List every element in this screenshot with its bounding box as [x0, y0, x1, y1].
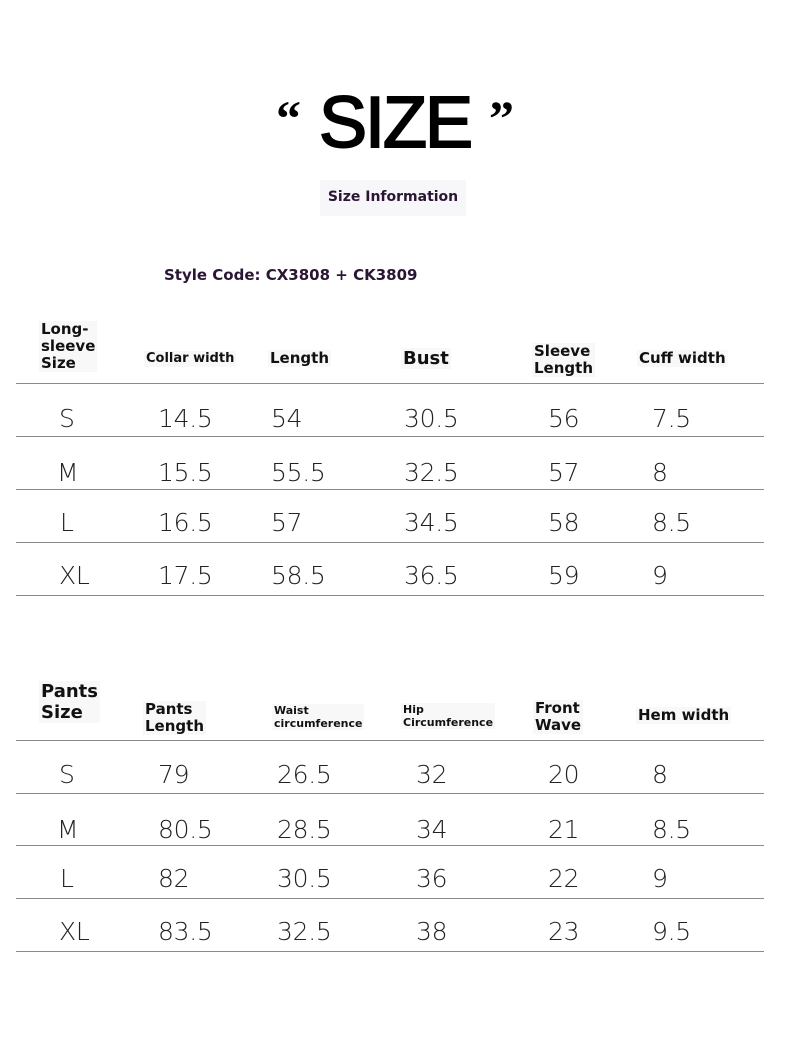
pants-size-cell: S	[59, 760, 75, 789]
page-title	[0, 78, 790, 163]
tops-sleeve-cell: 57	[548, 458, 580, 487]
tops-sleeve-cell: 58	[548, 508, 580, 537]
tops-cuff-cell: 8.5	[652, 508, 691, 537]
pants-hip-cell: 36	[416, 864, 448, 893]
tops-collar-cell: 17.5	[158, 561, 213, 590]
tops-cuff-cell: 9	[652, 561, 668, 590]
pants-hip-cell: 38	[416, 917, 448, 946]
pants-header-divider	[16, 740, 764, 741]
tops-size-cell: M	[57, 458, 79, 487]
tops-collar-cell: 15.5	[158, 458, 213, 487]
tops-header-divider	[16, 383, 764, 384]
pants-hem-cell: 8	[652, 760, 668, 789]
pants-length-cell: 83.5	[158, 917, 213, 946]
tops-header-cuff-width: Cuff width	[639, 349, 726, 367]
tops-size-cell: XL	[59, 561, 90, 590]
pants-front-wave-cell: 22	[548, 864, 580, 893]
row-divider	[16, 489, 764, 490]
tops-cuff-cell: 7.5	[652, 404, 691, 433]
style-code: Style Code: CX3808 + CK3809	[164, 266, 418, 284]
tops-bust-cell: 34.5	[404, 508, 459, 537]
pants-front-wave-cell: 21	[548, 815, 580, 844]
row-divider	[16, 793, 764, 794]
tops-length-cell: 55.5	[271, 458, 326, 487]
tops-header-sleeve-length: Sleeve Length	[534, 342, 593, 377]
tops-size-cell: S	[59, 404, 75, 433]
close-quote: ”	[489, 90, 515, 146]
pants-waist-cell: 28.5	[277, 815, 332, 844]
tops-length-cell: 54	[271, 404, 303, 433]
pants-length-cell: 82	[158, 864, 190, 893]
open-quote: “	[275, 90, 301, 146]
tops-header-size: Long- sleeve Size	[41, 320, 96, 372]
tops-collar-cell: 14.5	[158, 404, 213, 433]
tops-bust-cell: 32.5	[404, 458, 459, 487]
tops-cuff-cell: 8	[652, 458, 668, 487]
tops-length-cell: 58.5	[271, 561, 326, 590]
tops-sleeve-cell: 59	[548, 561, 580, 590]
pants-header-hip: Hip Circumference	[403, 703, 494, 729]
pants-hem-cell: 8.5	[652, 815, 691, 844]
tops-bust-cell: 36.5	[404, 561, 459, 590]
tops-size-cell: L	[60, 508, 74, 537]
pants-hem-cell: 9	[652, 864, 668, 893]
pants-hip-cell: 32	[416, 760, 448, 789]
pants-header-hem-width: Hem width	[638, 706, 730, 724]
title-word: SIZE	[318, 83, 472, 163]
tops-header-bust: Bust	[403, 348, 449, 369]
row-divider	[16, 436, 764, 437]
subtitle: Size Information	[320, 180, 466, 216]
pants-front-wave-cell: 20	[548, 760, 580, 789]
tops-bust-cell: 30.5	[404, 404, 459, 433]
row-divider	[16, 845, 764, 846]
pants-size-cell: XL	[59, 917, 90, 946]
pants-header-size: Pants Size	[41, 681, 98, 723]
pants-waist-cell: 30.5	[277, 864, 332, 893]
pants-front-wave-cell: 23	[548, 917, 580, 946]
pants-hem-cell: 9.5	[652, 917, 691, 946]
tops-collar-cell: 16.5	[158, 508, 213, 537]
pants-size-cell: L	[60, 864, 74, 893]
row-divider	[16, 595, 764, 596]
pants-length-cell: 79	[158, 760, 190, 789]
tops-length-cell: 57	[271, 508, 303, 537]
pants-header-length: Pants Length	[145, 700, 204, 735]
row-divider	[16, 898, 764, 899]
tops-sleeve-cell: 56	[548, 404, 580, 433]
pants-hip-cell: 34	[416, 815, 448, 844]
pants-length-cell: 80.5	[158, 815, 213, 844]
pants-header-front-wave: Front Wave	[535, 699, 582, 734]
pants-header-waist: Waist circumference	[274, 704, 363, 730]
row-divider	[16, 951, 764, 952]
tops-header-length: Length	[270, 349, 329, 367]
tops-header-collar-width: Collar width	[146, 351, 235, 366]
pants-size-cell: M	[57, 815, 79, 844]
pants-waist-cell: 32.5	[277, 917, 332, 946]
pants-waist-cell: 26.5	[277, 760, 332, 789]
row-divider	[16, 542, 764, 543]
